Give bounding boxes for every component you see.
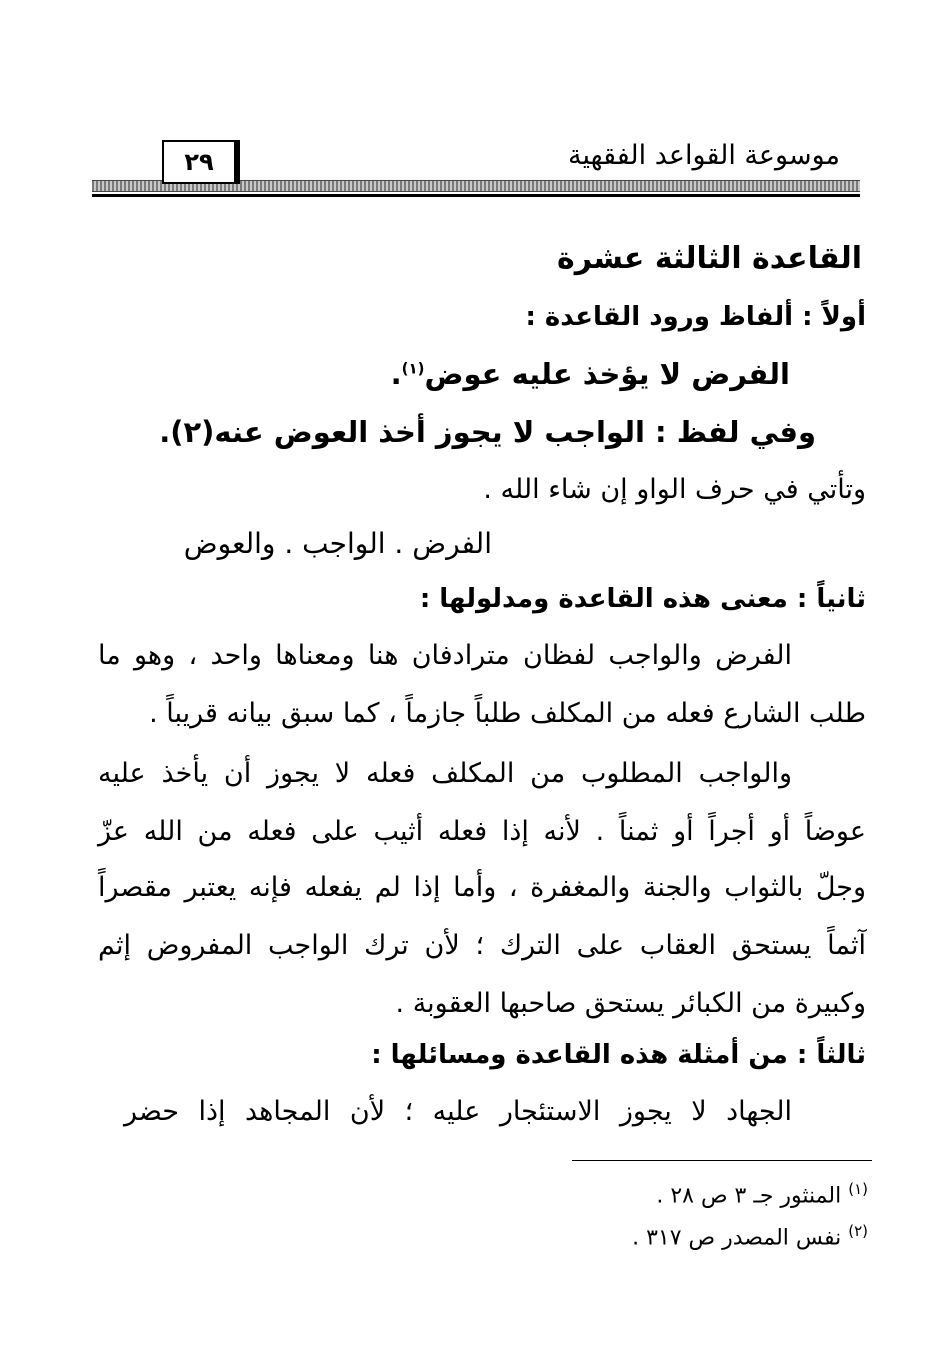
rule-variant: وفي لفظ : الواجب لا يجوز أخذ العوض عنه(٢). — [159, 415, 816, 449]
paragraph-3-line-1: الجهاد لا يجوز الاستئجار عليه ؛ لأن المجاهد إذا حضر — [124, 1096, 792, 1127]
header-rule — [92, 194, 860, 197]
section-three-heading: ثالثاً : من أمثلة هذه القاعدة ومسائلها : — [371, 1040, 866, 1070]
paragraph-2-line-1: والواجب المطلوب من المكلف فعله لا يجوز أن يأخذ عليه — [98, 758, 792, 789]
rule-statement-text: الفرض لا يؤخذ عليه عوض — [424, 357, 790, 391]
footnote-1-text: المنثور جـ ٣ ص ٢٨ . — [656, 1183, 842, 1209]
paragraph-2-line-2: عوضاً أو أجراً أو ثمناً . لأنه إذا فعله أثيب على فعله من الله عزّ — [98, 816, 866, 847]
footnote-1 — [656, 1180, 868, 1208]
keywords-line: الفرض . الواجب . والعوض — [183, 527, 492, 560]
paragraph-2-line-5: وكبيرة من الكبائر يستحق صاحبها العقوبة . — [395, 988, 866, 1019]
rule-statement-end: . — [390, 357, 402, 391]
section-one-heading: أولاً : ألفاظ ورود القاعدة : — [525, 302, 866, 332]
footnote-separator — [572, 1160, 872, 1161]
footnote-1-mark: (١) — [848, 1180, 868, 1198]
paragraph-1-line-1: الفرض والواجب لفظان مترادفان هنا ومعناها واحد ، وهو ما — [98, 640, 792, 671]
footnote-2 — [632, 1222, 868, 1250]
footnote-2-text: نفس المصدر ص ٣١٧ . — [632, 1225, 842, 1251]
page-number-box — [162, 140, 240, 184]
section-two-heading: ثانياً : معنى هذه القاعدة ومدلولها : — [419, 584, 866, 614]
cross-reference-note: وتأتي في حرف الواو إن شاء الله . — [483, 474, 866, 505]
paragraph-1-line-2: طلب الشارع فعله من المكلف طلباً جازماً ، كما سبق بيانه قريباً . — [149, 698, 866, 729]
rule-heading: القاعدة الثالثة عشرة — [557, 241, 862, 276]
paragraph-2-line-4: آثماً يستحق العقاب على الترك ؛ لأن ترك الواجب المفروض إثم — [98, 930, 866, 961]
footnote-ref-1: (١) — [401, 359, 425, 378]
running-header-title: موسوعة القواعد الفقهية — [568, 140, 840, 171]
paragraph-2-line-3: وجلّ بالثواب والجنة والمغفرة ، وأما إذا لم يفعله فإنه يعتبر مقصراً — [98, 872, 866, 903]
rule-statement — [390, 357, 790, 391]
footnote-2-mark: (٢) — [848, 1222, 868, 1240]
page-number: ٢٩ — [184, 148, 214, 176]
